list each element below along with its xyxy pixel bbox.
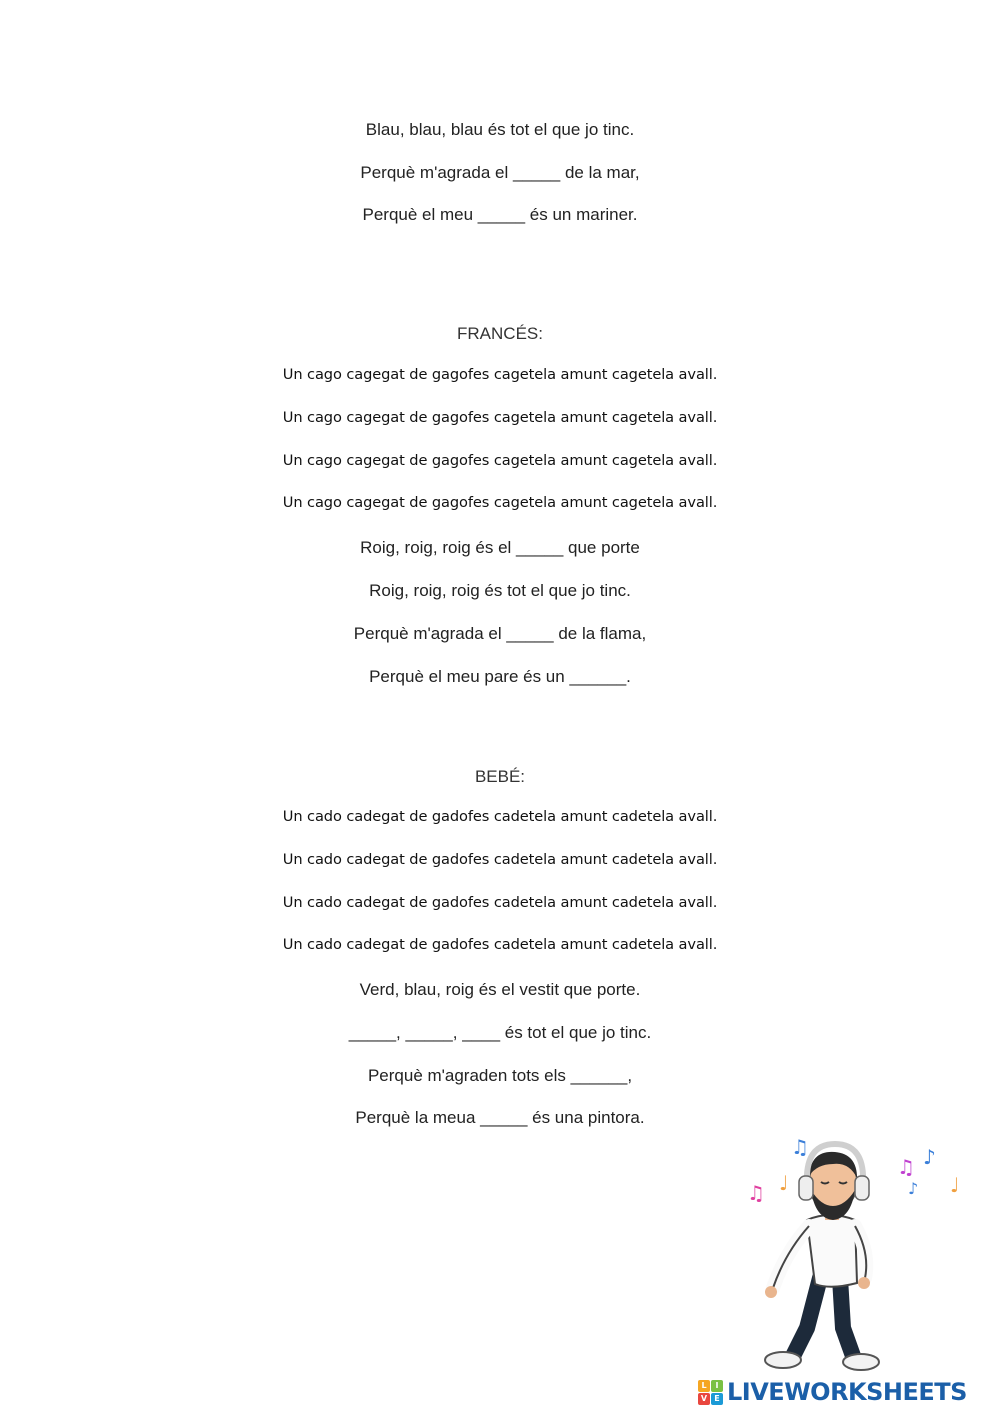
chant-line: Un cago cagegat de gagofes cagetela amunt cagetela avall.	[282, 366, 718, 383]
lyric-line: Verd, blau, roig és el vestit que porte.	[359, 980, 641, 999]
lyric-line: Perquè el meu _____ és un mariner.	[362, 205, 638, 224]
svg-text:♩: ♩	[779, 1171, 789, 1195]
chant-line: Un cado cadegat de gadofes cadetela amunt cadetela avall.	[282, 851, 718, 868]
lyric-line: Blau, blau, blau és tot el que jo tinc.	[365, 120, 635, 139]
svg-text:♫: ♫	[897, 1155, 915, 1179]
logo-letter: E	[711, 1393, 723, 1405]
logo-letter: I	[711, 1380, 723, 1392]
chant-line: Un cado cadegat de gadofes cadetela amunt cadetela avall.	[282, 936, 718, 953]
lyric-line: Roig, roig, roig és el _____ que porte	[360, 538, 640, 557]
svg-text:♫: ♫	[791, 1135, 809, 1159]
chant-line: Un cado cadegat de gadofes cadetela amunt cadetela avall.	[282, 894, 718, 911]
svg-text:♩: ♩	[950, 1173, 960, 1197]
logo-letter: V	[698, 1393, 710, 1405]
lyric-line: Perquè el meu pare és un ______.	[369, 667, 631, 686]
chant-line: Un cago cagegat de gagofes cagetela amunt cagetela avall.	[282, 452, 718, 469]
svg-text:♫: ♫	[747, 1181, 765, 1205]
lyric-line: Perquè m'agrada el _____ de la flama,	[353, 624, 647, 643]
section-heading-french: FRANCÉS:	[457, 324, 543, 343]
man-with-headphones-dancing-icon	[745, 1128, 975, 1380]
section-heading-baby: BEBÉ:	[474, 767, 526, 786]
chant-line: Un cago cagegat de gagofes cagetela amunt cagetela avall.	[282, 494, 718, 511]
chant-line: Un cago cagegat de gagofes cagetela amunt cagetela avall.	[282, 409, 718, 426]
lyric-line: Perquè la meua _____ és una pintora.	[355, 1108, 645, 1127]
logo-letter: L	[698, 1380, 710, 1392]
liveworksheets-mark-icon	[698, 1380, 723, 1405]
lyric-line: Perquè m'agraden tots els ______,	[367, 1066, 633, 1085]
logo-text: LIVEWORKSHEETS	[727, 1378, 967, 1406]
liveworksheets-logo	[698, 1377, 967, 1407]
svg-text:♪: ♪	[908, 1179, 919, 1198]
lyric-line: Perquè m'agrada el _____ de la mar,	[360, 163, 640, 182]
svg-text:♪: ♪	[923, 1145, 936, 1169]
lyric-line: _____, _____, ____ és tot el que jo tinc.	[348, 1023, 652, 1042]
chant-line: Un cado cadegat de gadofes cadetela amunt cadetela avall.	[282, 808, 718, 825]
lyric-line: Roig, roig, roig és tot el que jo tinc.	[369, 581, 631, 600]
